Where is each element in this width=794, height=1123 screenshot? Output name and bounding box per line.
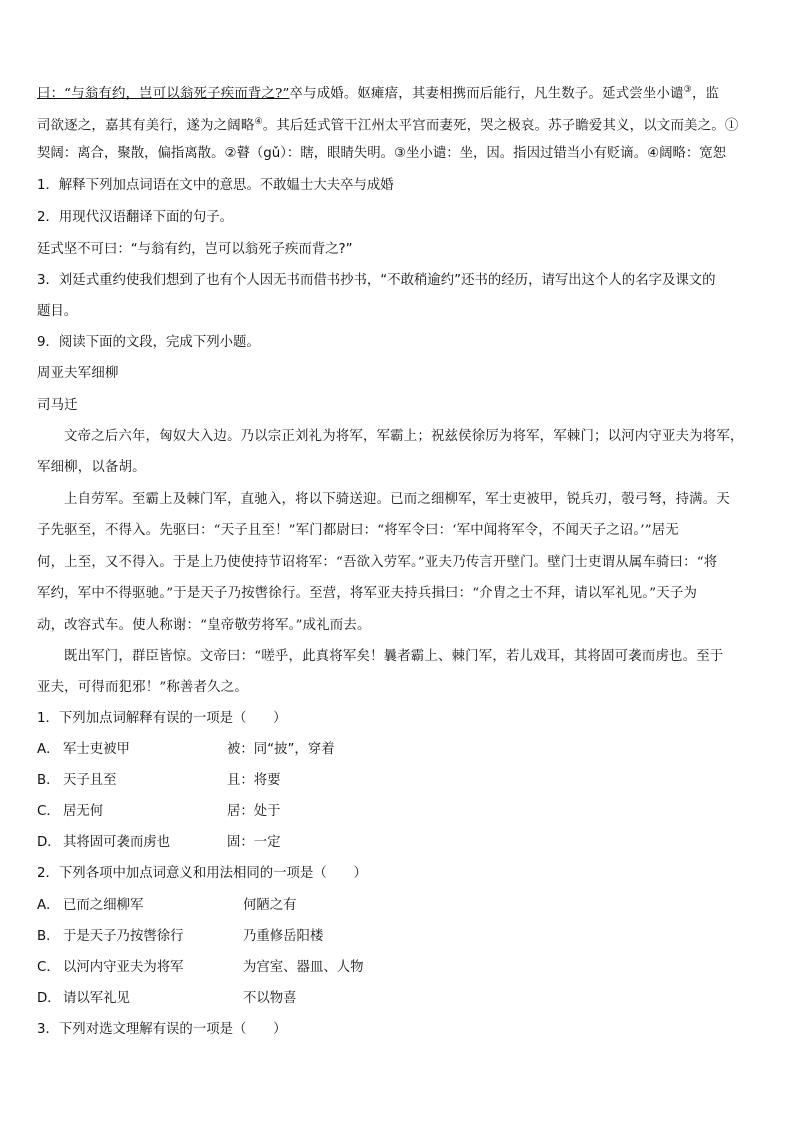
mc-question-1-option-a: [37, 740, 759, 760]
option-compare: 不以物喜: [243, 991, 297, 1006]
article-para-2-line-4: 军约，军中不得驱驰。”于是天子乃按辔徐行。至营，将军亚夫持兵揖曰：“介胄之士不拜，请以军礼见。”天子为: [37, 586, 698, 601]
article-para-2-line-3: 何，上至，又不得入。于是上乃使使持节诏将军：“吾欲入劳军。”亚夫乃传言开壁门。壁门士吏谓从属车骑曰：“将: [37, 555, 718, 570]
mc-question-2-stem: 2．下列各项中加点词意义和用法相同的一项是（ ）: [37, 866, 367, 881]
article-author: 司马迁: [37, 398, 78, 413]
option-explanation: 固：一定: [227, 835, 281, 850]
article-para-3-line-1: 既出军门，群臣皆惊。文帝曰：“嗟乎，此真将军矣！曩者霸上、棘门军，若儿戏耳，其将固可袭而虏也。至于: [64, 649, 724, 664]
option-letter: B．: [37, 929, 60, 944]
question-2-sentence: 廷式坚不可曰：“与翁有约，岂可以翁死子疾而背之?”: [37, 242, 353, 257]
option-phrase: 天子且至: [63, 773, 117, 788]
passage-line-1: [37, 80, 759, 104]
option-letter: A．: [37, 742, 60, 757]
option-letter: B．: [37, 773, 60, 788]
article-para-1-line-1: 文帝之后六年，匈奴大入边。乃以宗正刘礼为将军，军霸上；祝兹侯徐厉为将军，军棘门；以河内守亚夫为将军，: [64, 429, 744, 444]
underlined-sentence: 曰：“与翁有约，岂可以翁死子疾而背之?”: [37, 86, 290, 102]
option-phrase: 已而之细柳军: [63, 898, 144, 913]
option-compare: 何陋之有: [243, 898, 297, 913]
article-para-1-line-2: 军细柳，以备胡。: [37, 460, 146, 475]
option-compare: 乃重修岳阳楼: [243, 929, 324, 944]
option-compare: 为宫室、器皿、人物: [243, 960, 364, 975]
mc-question-1-option-d: [37, 833, 759, 853]
question-2: 2．用现代汉语翻译下面的句子。: [37, 210, 233, 225]
passage-text: 卒与成婚。妪瘫瘖，其妻相携而后能行，凡生数子。延式尝坐小谴: [289, 86, 684, 102]
article-para-2-line-1: 上自劳军。至霸上及棘门军，直驰入，将以下骑送迎。已而之细柳军，军士吏被甲，锐兵刃，彀弓弩，持满。天: [64, 492, 730, 507]
question-9: 9．阅读下面的文段，完成下列小题。: [37, 335, 260, 350]
option-phrase: 军士吏被甲: [63, 742, 130, 757]
question-1: 1．解释下列加点词语在文中的意思。不敢媪士大夫卒与成婚: [37, 178, 394, 193]
mc-question-1-option-c: [37, 802, 759, 822]
option-phrase: 请以军礼见: [63, 991, 130, 1006]
article-title: 周亚夫军细柳: [37, 366, 119, 381]
option-letter: C．: [37, 804, 60, 819]
option-explanation: 被：同“披”，穿着: [227, 742, 335, 757]
mc-question-2-option-a: [37, 896, 759, 916]
footnotes-line: 契阔：离合，聚散，偏指离散。②瞽（gǔ）：瞎，眼睛失明。③坐小谴：坐，因。指因过错当小有贬谪。④阔略：宽恕: [37, 146, 727, 161]
mc-question-3-stem: 3．下列对选文理解有误的一项是（ ）: [37, 1022, 287, 1037]
option-letter: C．: [37, 960, 60, 975]
passage-text: ，监: [691, 86, 720, 102]
article-para-2-line-2: 子先驱至，不得入。先驱曰：“天子且至！”军门都尉曰：“将军令曰：‘军中闻将军令，不闻天子之诏。’”居无: [37, 523, 679, 538]
mc-question-1-stem: 1．下列加点词解释有误的一项是（ ）: [37, 711, 287, 726]
option-phrase: 于是天子乃按辔徐行: [63, 929, 184, 944]
footnote-ref: ③: [683, 85, 692, 95]
mc-question-2-option-d: [37, 989, 759, 1009]
passage-text: 司欲逐之，嘉其有美行，遂为之阔略: [37, 118, 255, 134]
option-letter: D．: [37, 991, 61, 1006]
question-3-line-2: 题目。: [37, 304, 78, 319]
option-phrase: 其将固可袭而虏也: [63, 835, 171, 850]
option-phrase: 以河内守亚夫为将军: [63, 960, 184, 975]
mc-question-2-option-c: [37, 958, 759, 978]
question-3-line-1: 3．刘廷式重约使我们想到了也有个人因无书而借书抄书，“不敢稍逾约”还书的经历，请写出这个人的名字及课文的: [37, 273, 716, 288]
passage-line-2: [37, 112, 759, 136]
option-explanation: 居：处于: [227, 804, 281, 819]
option-phrase: 居无何: [63, 804, 104, 819]
article-para-2-line-5: 动，改容式车。使人称谢：“皇帝敬劳将军。”成礼而去。: [37, 618, 371, 633]
mc-question-2-option-b: [37, 927, 759, 947]
footnote-ref: ④: [254, 117, 263, 127]
option-letter: A．: [37, 898, 60, 913]
option-letter: D．: [37, 835, 61, 850]
mc-question-1-option-b: [37, 771, 759, 791]
article-para-3-line-2: 亚夫，可得而犯邪！”称善者久之。: [37, 680, 248, 695]
option-explanation: 且：将要: [227, 773, 281, 788]
passage-text: 。其后廷式管干江州太平宫而妻死，哭之极哀。苏子瞻爱其义，以文而美之。①: [262, 118, 739, 134]
